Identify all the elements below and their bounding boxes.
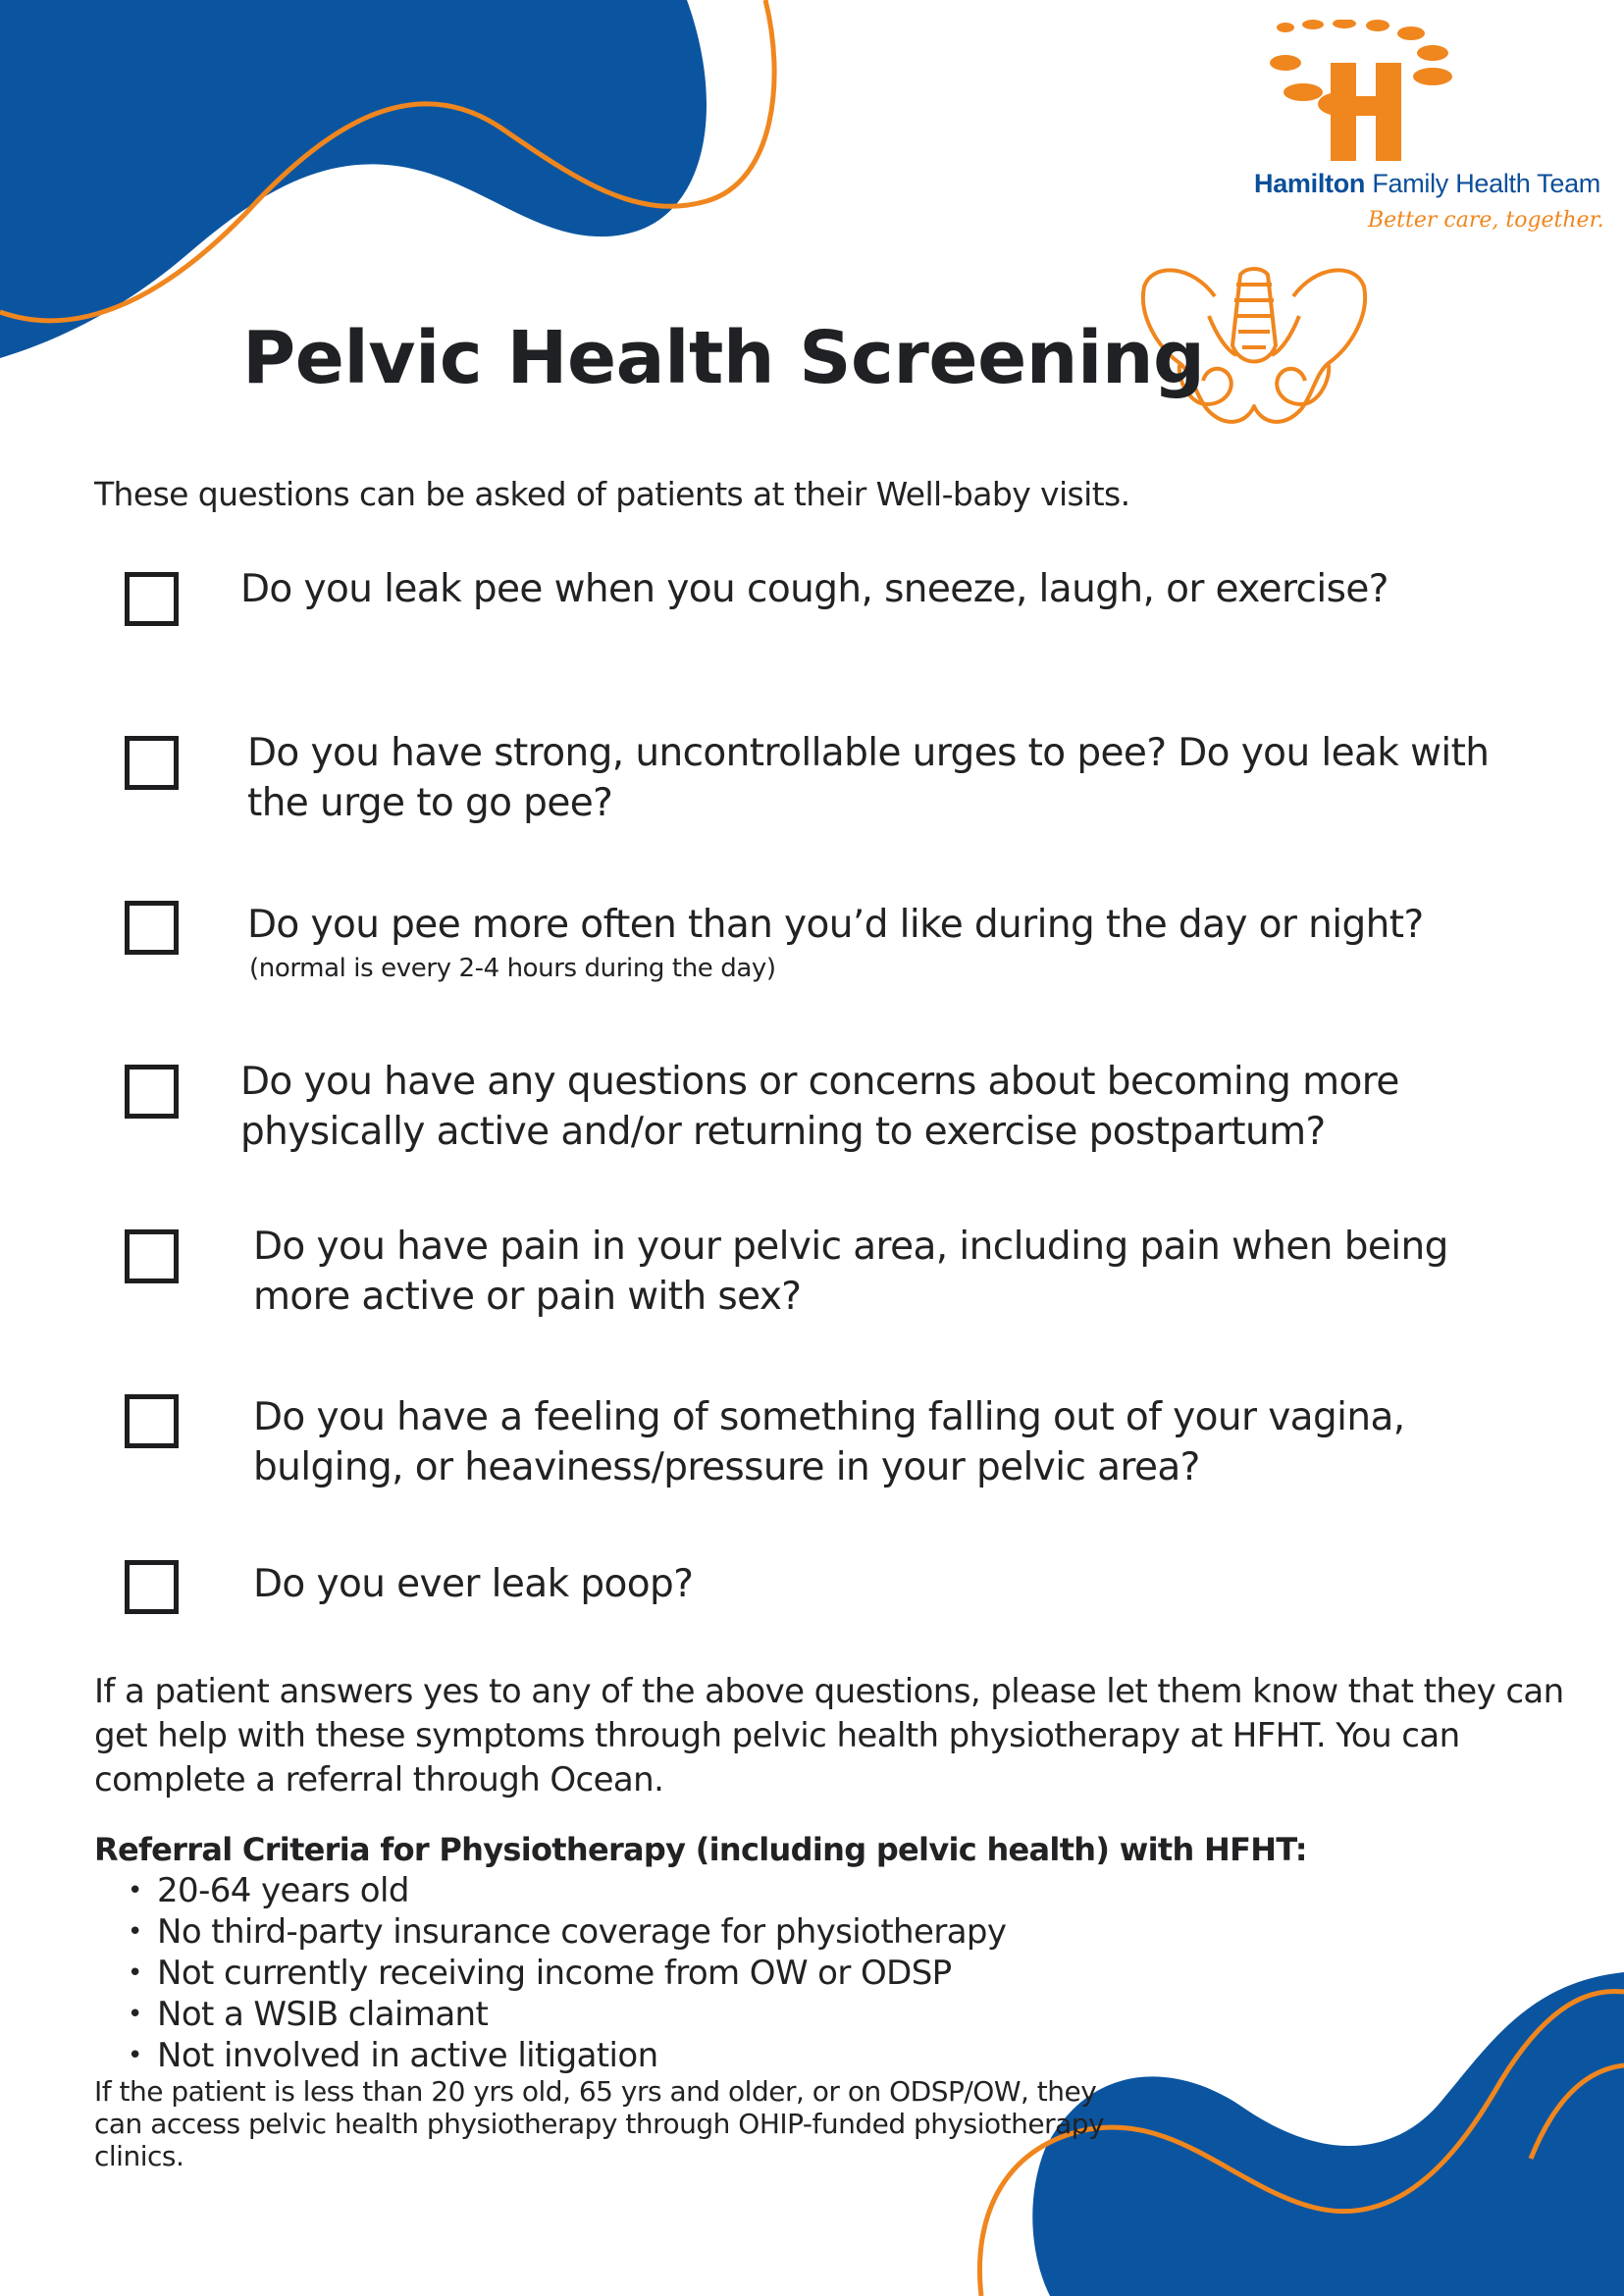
question-4-checkbox[interactable] [125, 1065, 179, 1119]
criteria-item [94, 1911, 1006, 1953]
criteria-heading: Referral Criteria for Physiotherapy (including pelvic health) with HFHT: [94, 1831, 1307, 1868]
criteria-item [94, 2035, 1006, 2076]
question-7-text [253, 1559, 693, 1609]
closing-paragraph: If a patient answers yes to any of the above questions, please let them know that they can get help with these symptoms through pelvic health physiotherapy at HFHT. You can complete a referral through Ocean. [94, 1672, 1564, 1800]
criteria-item [94, 1953, 1006, 1994]
question-2-line-1: Do you have strong, uncontrollable urges to pee? Do you leak with [247, 731, 1490, 775]
question-7-line-1: Do you ever leak poop? [253, 1562, 694, 1606]
footnote: If the patient is less than 20 yrs old, 65 yrs and older, or on ODSP/OW, they can access pelvic health physiotherapy through OHIP-funded physiotherapy clinics. [94, 2075, 1105, 2172]
question-2-line-2: the urge to go pee? [247, 781, 613, 825]
question-5-line-2: more active or pain with sex? [253, 1275, 802, 1319]
bullet-icon: • [128, 1876, 142, 1905]
question-2-text [247, 728, 1489, 828]
question-6-text [253, 1392, 1405, 1492]
criteria-item-text: Not a WSIB claimant [157, 1995, 489, 2034]
question-4-text [240, 1057, 1399, 1157]
question-1-text [240, 564, 1388, 614]
question-6-line-1: Do you have a feeling of something falling out of your vagina, [253, 1395, 1405, 1439]
criteria-item [94, 1994, 1006, 2035]
question-4-line-2: physically active and/or returning to exercise postpartum? [240, 1110, 1326, 1154]
criteria-item-text: Not involved in active litigation [157, 2036, 658, 2075]
question-3-text [247, 900, 1424, 950]
question-6-line-2: bulging, or heaviness/pressure in your pelvic area? [253, 1445, 1200, 1489]
question-1-line-1: Do you leak pee when you cough, sneeze, laugh, or exercise? [240, 567, 1388, 611]
question-3-note: (normal is every 2-4 hours during the day) [249, 954, 776, 983]
logo-tagline: Better care, together. [1368, 208, 1604, 233]
bullet-icon: • [128, 2041, 142, 2070]
bullet-icon: • [128, 2000, 142, 2029]
intro-text: These questions can be asked of patients at their Well-baby visits. [94, 475, 1130, 513]
criteria-item [94, 1870, 1006, 1911]
question-5-line-1: Do you have pain in your pelvic area, including pain when being [253, 1225, 1448, 1269]
question-4-line-1: Do you have any questions or concerns about becoming more [240, 1060, 1399, 1104]
page-title: Pelvic Health Screening [242, 316, 1205, 400]
bullet-icon: • [128, 1958, 142, 1988]
question-3-line-1: Do you pee more often than you’d like during the day or night? [247, 903, 1424, 947]
criteria-item-text: 20-64 years old [157, 1871, 409, 1910]
question-2-checkbox[interactable] [125, 736, 179, 790]
question-5-text [253, 1222, 1448, 1322]
criteria-item-text: Not currently receiving income from OW or ODSP [157, 1954, 952, 1993]
bullet-icon: • [128, 1917, 142, 1947]
question-3-checkbox[interactable] [125, 901, 179, 955]
criteria-list [94, 1870, 1006, 2076]
question-7-checkbox[interactable] [125, 1560, 179, 1614]
question-6-checkbox[interactable] [125, 1394, 179, 1448]
question-5-checkbox[interactable] [125, 1229, 179, 1283]
question-1-checkbox[interactable] [125, 572, 179, 626]
logo-organization-name: Hamilton Family Health Team [1254, 169, 1600, 198]
criteria-item-text: No third-party insurance coverage for physiotherapy [157, 1912, 1007, 1952]
